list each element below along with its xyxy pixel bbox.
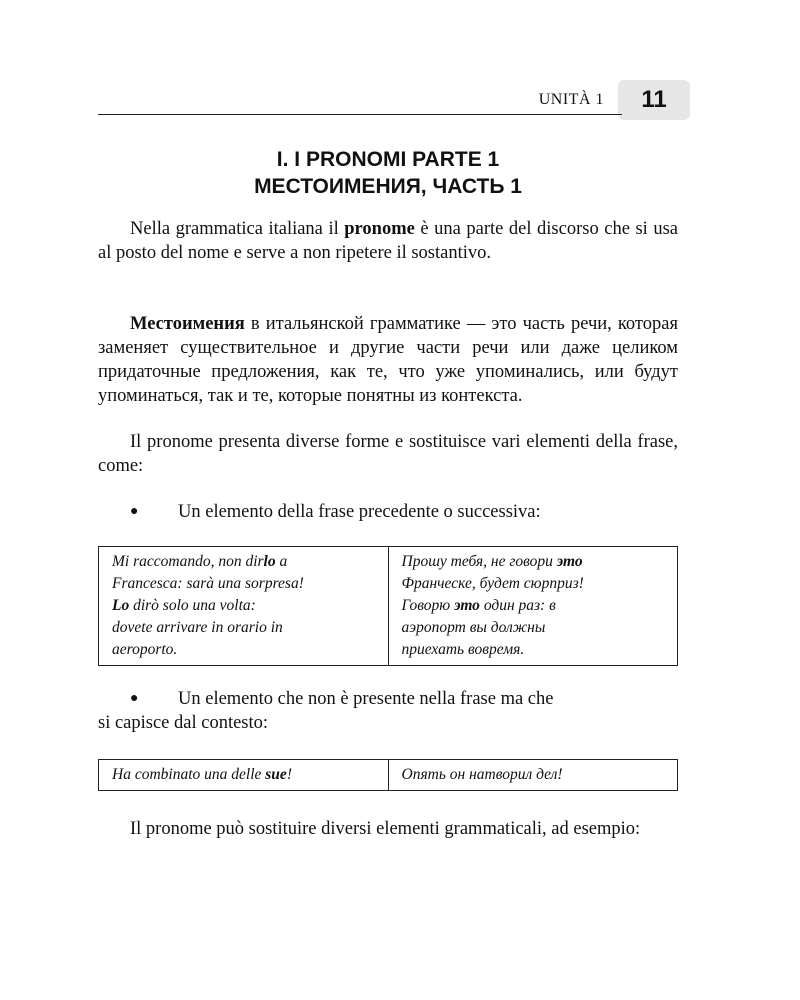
table-line: приехать вовремя. — [401, 641, 525, 658]
bullet-item-2 — [98, 687, 678, 735]
table-line: Франческе, будет сюрприз! — [401, 575, 584, 592]
chapter-title-italian: I. I PRONOMI PARTE 1 — [276, 148, 500, 171]
forms-text: Il pronome presenta diverse forme e sostituisce vari elementi della frase, come: — [98, 432, 678, 476]
table-row — [99, 547, 678, 666]
table-line: Francesca: sarà una sorpresa! — [112, 575, 304, 592]
bullet-dot-icon: ● — [130, 691, 139, 706]
running-header — [98, 80, 690, 114]
bullet-item-1 — [98, 500, 678, 524]
intro-text-after: è una parte del discorso che si usa al posto del nome e serve a non ripetere il sostantivo. — [98, 219, 678, 263]
closing-text: Il pronome può sostituire diversi elementi grammaticali, ad esempio: — [130, 819, 641, 839]
russian-paragraph — [98, 312, 678, 408]
table-row — [99, 760, 678, 791]
page-number-badge: 11 — [618, 80, 690, 120]
table-line: аэропорт вы должны — [401, 619, 546, 636]
example-italian-cell: Ha combinato una delle sue! — [99, 760, 389, 791]
bullet-dot-icon: ● — [130, 504, 139, 519]
russian-keyword: Местоимения — [130, 314, 245, 334]
table-line: dovete arrivare in orario in — [112, 619, 283, 636]
unit-label: UNITÀ 1 — [538, 91, 604, 108]
intro-keyword: pronome — [344, 219, 415, 239]
example-italian-cell — [99, 547, 389, 666]
header-divider — [98, 114, 622, 115]
chapter-title-russian: МЕСТОИМЕНИЯ, ЧАСТЬ 1 — [254, 175, 522, 198]
table-line: Mi raccomando, non dirlo a — [112, 553, 288, 570]
closing-paragraph — [98, 817, 678, 841]
table-line: Lo dirò solo una volta: — [112, 597, 256, 614]
forms-paragraph — [98, 430, 678, 478]
bullet-1-text: Un elemento della frase precedente o successiva: — [178, 502, 541, 522]
intro-paragraph — [98, 217, 678, 265]
intro-text-before: Nella grammatica italiana il — [130, 219, 345, 239]
table-line: Прошу тебя, не говори это — [401, 553, 583, 570]
table-line: aeroporto. — [112, 641, 178, 658]
example-table-1 — [98, 546, 678, 666]
chapter-title — [98, 146, 678, 200]
bullet-2-line-2: si capisce dal contesto: — [98, 713, 269, 733]
example-russian-cell — [388, 547, 678, 666]
example-table-2 — [98, 759, 678, 791]
example-russian-cell: Опять он натворил дел! — [388, 760, 678, 791]
russian-text: в итальянской грамматике — это часть речи, которая заменяет существительное и другие части речи или даже целиком придаточные предложения, как те, что уже упоминались, или будут упоминаться, так и те, которые понятны из контекста. — [98, 314, 678, 406]
table-line: Говорю это один раз: в — [401, 597, 556, 614]
bullet-2-line-1: Un elemento che non è presente nella frase ma che — [178, 689, 554, 709]
